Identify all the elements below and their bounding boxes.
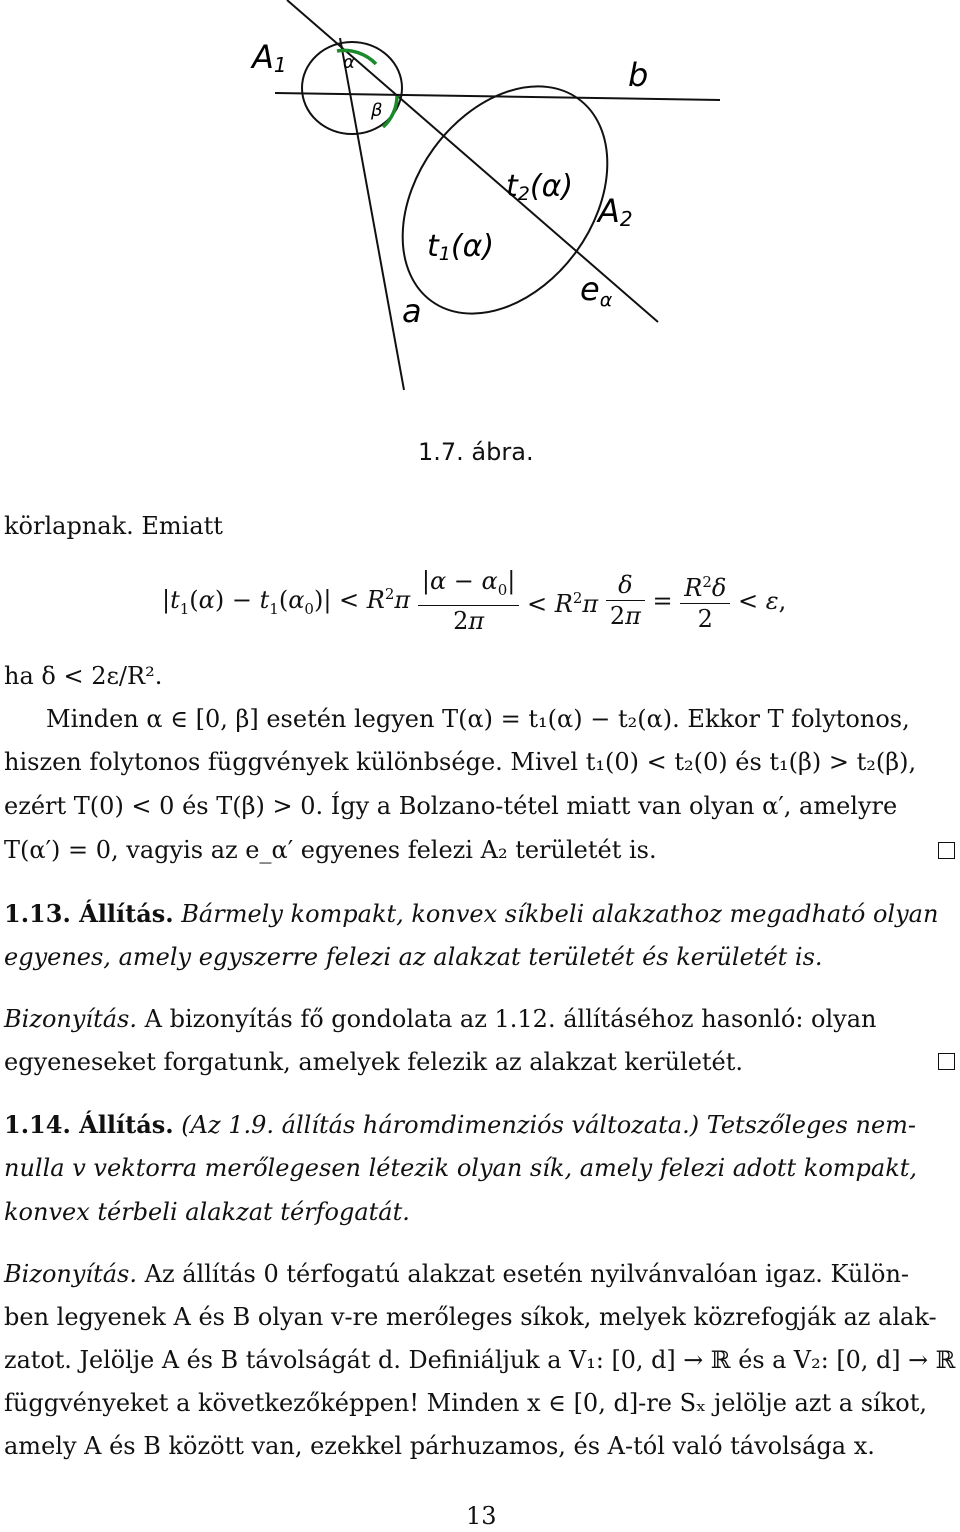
- para1-line1: Minden α ∈ [0, β] esetén legyen T(α) = t₁(α) − t₂(α). Ekkor T folytonos,: [46, 705, 910, 733]
- claim-label: 1.13. Állítás.: [4, 899, 174, 928]
- proof-1-14-line5: amely A és B között van, ezekkel párhuzamos, és A-tól való távolsága x.: [4, 1432, 875, 1460]
- figure-1-7: [0, 0, 960, 440]
- lead-text: körlapnak. Emiatt: [4, 512, 223, 540]
- proof-label: Bizonyítás.: [4, 1260, 137, 1288]
- qed-square: [938, 1053, 955, 1070]
- para1-line3: ezért T(0) < 0 és T(β) > 0. Így a Bolzano-tétel miatt van olyan α′, amelyre: [4, 792, 898, 820]
- claim-1-13: [4, 899, 938, 929]
- label-a1: A1: [252, 38, 287, 77]
- proof-text: Az állítás 0 térfogatú alakzat esetén nyilvánvalóan igaz. Külön-: [144, 1260, 910, 1288]
- claim-label: 1.14. Állítás.: [4, 1110, 174, 1139]
- page-number: 13: [466, 1502, 497, 1530]
- claim-1-13-line2: egyenes, amely egyszerre felezi az alakzat területét és kerületét is.: [4, 943, 823, 971]
- line-a: [340, 38, 404, 390]
- label-b: b: [628, 56, 649, 94]
- figure-caption: 1.7. ábra.: [418, 438, 534, 466]
- proof-1-13-line2: egyeneseket forgatunk, amelyek felezik az alakzat kerületét.: [4, 1048, 744, 1076]
- label-a2: A2: [598, 192, 633, 231]
- qed-square: [938, 842, 955, 859]
- claim-1-14: [4, 1110, 916, 1140]
- claim-text: Bármely kompakt, konvex síkbeli alakzathoz megadható olyan: [181, 900, 939, 928]
- label-alpha-angle: α: [343, 52, 355, 73]
- proof-1-14-line4: függvényeket a következőképpen! Minden x ∈ [0, d]-re Sₓ jelölje azt a síkot,: [4, 1389, 927, 1417]
- claim-1-14-line2: nulla v vektorra merőlegesen létezik olyan sík, amely felezi adott kompakt,: [4, 1154, 918, 1182]
- label-e-alpha: eα: [580, 270, 613, 311]
- proof-1-13: [4, 1005, 876, 1034]
- display-equation: $|t_1(\alpha) - t_1(\alpha_0)| < R^2\pi$ $\frac{|\alpha - \alpha_0|}{2\pi}$ < $R^2\pi$ $\frac{\delta}{2\pi}$ = $\frac{R^2\delta}{2}$ < ε,: [162, 567, 787, 635]
- label-t2-alpha: t2(α): [506, 169, 574, 205]
- condition-line: ha δ < 2ε/R².: [4, 662, 163, 690]
- label-a: a: [402, 292, 422, 330]
- proof-label: Bizonyítás.: [4, 1005, 137, 1033]
- line-b: [275, 93, 720, 100]
- proof-1-14-line2: ben legyenek A és B olyan v-re merőleges síkok, melyek közrefogják az alak-: [4, 1303, 937, 1331]
- label-beta-angle: β: [371, 100, 383, 121]
- para1-line2: hiszen folytonos függvények különbsége. Mivel t₁(0) < t₂(0) és t₁(β) > t₂(β),: [4, 748, 917, 776]
- claim-text: (Az 1.9. állítás háromdimenziós változata.) Tetszőleges nem-: [181, 1111, 917, 1139]
- proof-text: A bizonyítás fő gondolata az 1.12. állításéhoz hasonló: olyan: [144, 1005, 877, 1033]
- line-e-alpha: [287, 0, 658, 322]
- proof-1-14: [4, 1260, 909, 1289]
- label-t1-alpha: t1(α): [427, 229, 495, 265]
- proof-1-14-line3: zatot. Jelölje A és B távolságát d. Definiáljuk a V₁: [0, d] → ℝ és a V₂: [0, d] → ℝ: [4, 1346, 956, 1374]
- para1-line4: T(α′) = 0, vagyis az e_α′ egyenes felezi A₂ területét is.: [4, 836, 657, 864]
- claim-1-14-line3: konvex térbeli alakzat térfogatát.: [4, 1198, 410, 1226]
